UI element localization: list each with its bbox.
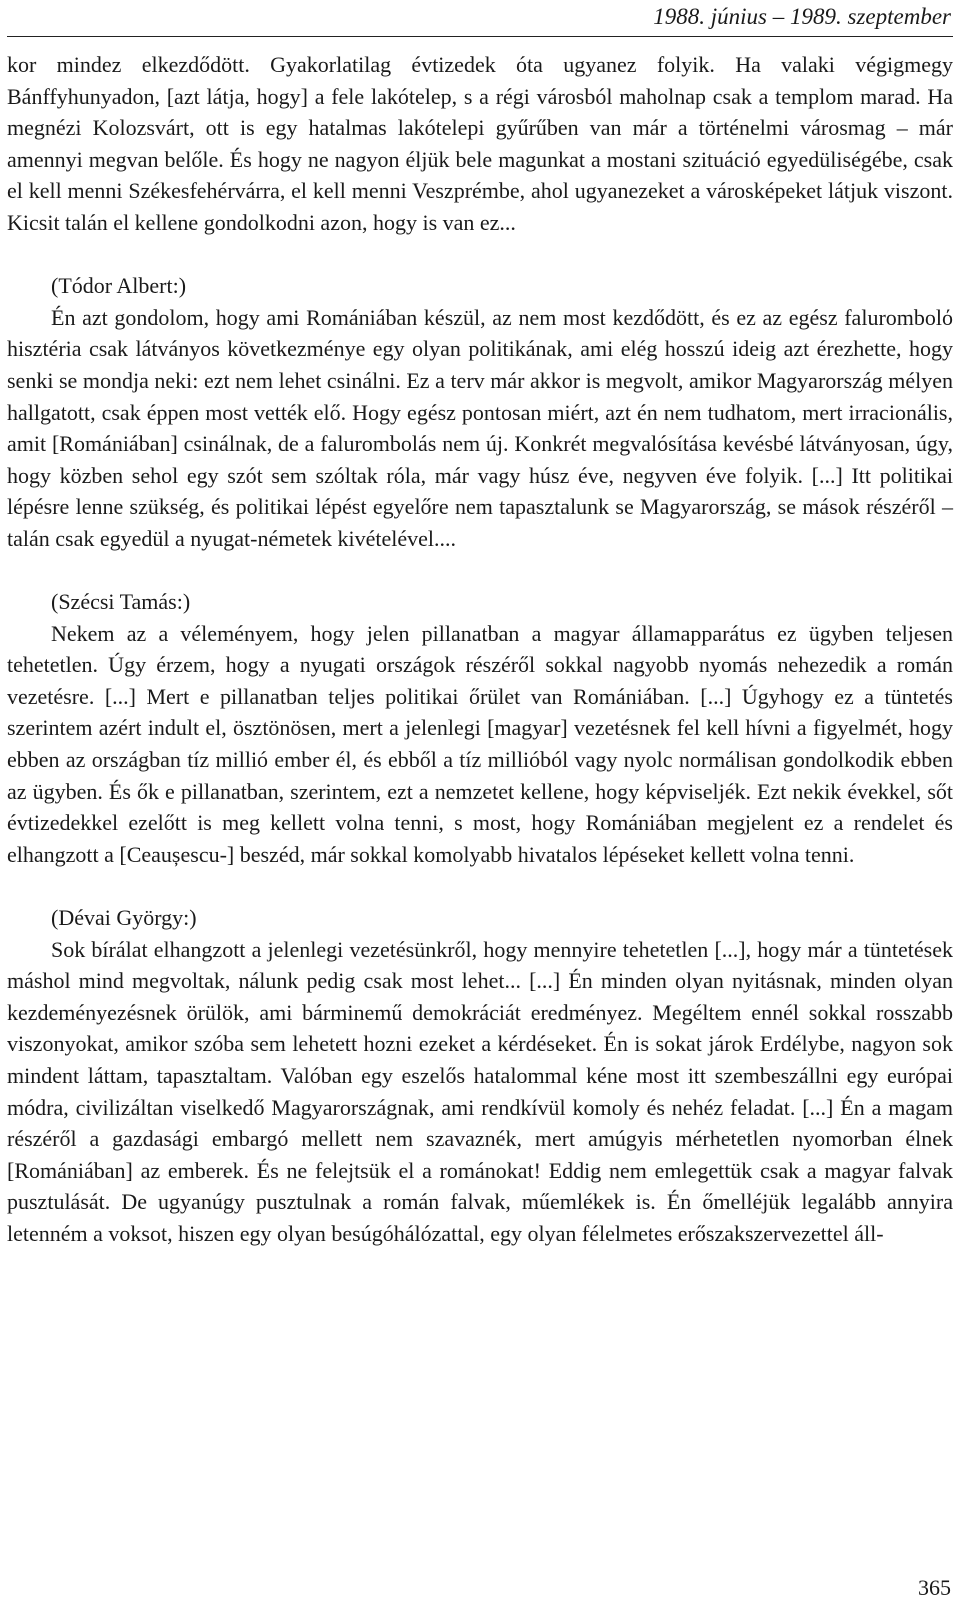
speaker-label-szecsi-tamas: (Szécsi Tamás:) [51, 589, 191, 615]
paragraph-gap [7, 870, 953, 902]
paragraph-devai-gyorgy: Sok bírálat elhangzott a jelenlegi vezetésünkről, hogy mennyire tehetetlen [...], hogy már a tüntetések máshol mind megvoltak, nálunk pedig csak most lehet... [...] Én minden olyan nyitásnak, minden olyan kezdeményezésnek örülök, ami bárminemű demokráciát eredményez. Megéltem ennél sokkal rosszabb viszonyokat, amikor szóba sem lehetett hozni ezeket a kérdéseket. Én is sokat járok Erdélybe, nagyon sok mindent láttam, tapasztaltam. Valóban egy eszelős hatalommal kéne most itt szembeszállni egy európai módra, civilizáltan viselkedő Magyarországnak, ami rendkívül komoly és nehéz feladat. [...] Én a magam részéről a gazdasági embargó mellett nem szavaznék, mert amúgyis mérhetetlen nyomorban élnek [Romániában] az emberek. És ne felejtsük el a románokat! Eddig nem emlegettük csak a magyar falvak pusztulását. De ugyanúgy pusztulnak a román falvak, műemlékek is. Én őmelléjük legalább annyira letenném a voksot, hiszen egy olyan besúgóhálózattal, egy olyan félelmetes erőszakszervezettel áll- [7, 936, 953, 1246]
page-number: 365 [918, 1575, 951, 1600]
running-head-title: 1988. június – 1989. szeptember [653, 4, 951, 29]
speaker-label-devai-gyorgy: (Dévai György:) [51, 905, 197, 931]
paragraph-todor-albert: Én azt gondolom, hogy ami Romániában készül, az nem most kezdődött, és ez az egész falurombolό hisztéria csak látványos következménye egy olyan politikának, ami elég hosszú ideig azt érezhette, hogy senki se mondja neki: ezt nem lehet csinálni. Ez a terv már akkor is megvolt, amikor Magyarország mélyen hallgatott, csak éppen most vették elő. Hogy egész pontosan miért, azt én nem tudhatom, mert irracionális, amit [Romániában] csinálnak, de a falurombolás nem új. Konkrét megvalósítása kevésbé látványosan, úgy, hogy közben sehol egy szót sem szóltak róla, már vagy húsz éve, negyven éve folyik. [...] Itt politikai lépésre lenne szükség, és politikai lépést egyelőre nem tapasztalunk se Magyarország, se mások részéről – talán csak egyedül a nyugat-németek kivételével.... [7, 304, 953, 551]
page-body [7, 49, 953, 1250]
paragraph-szecsi-tamas: Nekem az a véleményem, hogy jelen pillanatban a magyar államapparátus ez ügyben teljesen tehetetlen. Úgy érzem, hogy a nyugati országok részéről sokkal nagyobb nyomás nehezedik a román vezetésre. [...] Mert e pillanatban teljes politikai őrület van Romániában. [...] Úgyhogy ez a tüntetés szerintem azért indult el, ösztönösen, mert a jelenlegi [magyar] vezetésnek fel kell hívni a figyelmét, hogy ebben az országban tíz millió ember él, és ebből a tíz millióból vagy nyolc normálisan gondolkodik ebben az ügyben. És ők e pillanatban, szerintem, ezt a nemzetet kellene, hogy képviseljék. Ezt nekik évekkel, sőt évtizedekkel ezelőtt is meg kellett volna tenni, s most, hogy Romániában megjelent ez a rendelet és elhangzott a [Ceaușescu-] beszéd, már sokkal komolyabb hivatalos lépéseket kellett volna tenni. [7, 620, 953, 867]
speaker-label-todor-albert: (Tódor Albert:) [51, 273, 187, 299]
paragraph-gap [7, 239, 953, 271]
header-rule [7, 36, 953, 37]
paragraph-continued: kor mindez elkezdődött. Gyakorlatilag évtizedek óta ugyanez folyik. Ha valaki végigmegy Bánffyhunyadon, [azt látja, hogy] a fele lakótelep, s a régi városból maholnap csak a templom marad. Ha megnézi Kolozsvárt, ott is egy hatalmas lakótelepi gyűrűben van már a történelmi városmag – már amennyi megvan belőle. És hogy ne nagyon éljük bele magunkat a mostani szituáció egyedüliségébe, csak el kell menni Székesfehérvárra, el kell menni Veszprémbe, ahol ugyanezeket a városképeket látjuk viszont. Kicsit talán el kellene gondolkodni azon, hogy is van ez... [7, 52, 953, 235]
paragraph-gap [7, 555, 953, 587]
